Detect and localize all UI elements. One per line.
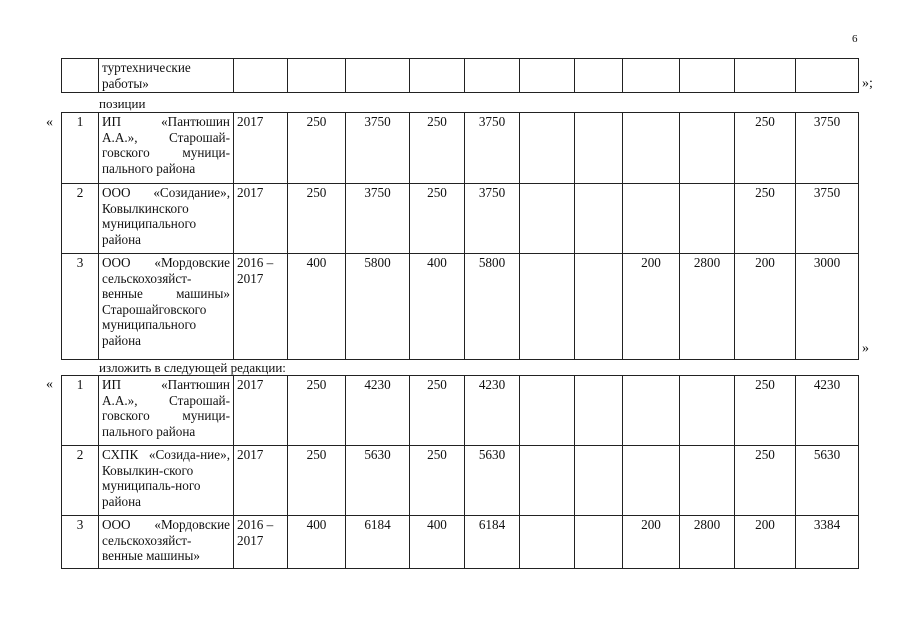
cell: 250 xyxy=(288,184,346,254)
cell xyxy=(520,376,575,446)
cell: 400 xyxy=(410,254,465,360)
cell: 250 xyxy=(288,446,346,516)
cell: 5630 xyxy=(346,446,410,516)
table-row xyxy=(62,254,859,360)
cell: 200 xyxy=(623,254,680,360)
cell xyxy=(575,254,623,360)
cell: 250 xyxy=(735,446,796,516)
years: 2017 xyxy=(234,446,288,516)
cell: 4230 xyxy=(346,376,410,446)
cell: 3384 xyxy=(796,516,859,569)
years: 2016 – 2017 xyxy=(234,516,288,569)
cell: 5630 xyxy=(796,446,859,516)
cell: 3750 xyxy=(346,113,410,184)
row-number: 3 xyxy=(62,254,99,360)
cell: 5630 xyxy=(465,446,520,516)
cell: 2800 xyxy=(680,254,735,360)
table-continuation xyxy=(61,58,859,93)
cell: 3750 xyxy=(796,184,859,254)
cell: 6184 xyxy=(346,516,410,569)
row-number: 3 xyxy=(62,516,99,569)
cell xyxy=(623,184,680,254)
years: 2017 xyxy=(234,184,288,254)
cell: 200 xyxy=(735,516,796,569)
table-row xyxy=(62,516,859,569)
row-number: 2 xyxy=(62,184,99,254)
years: 2017 xyxy=(234,113,288,184)
organization: ООО «Мордовские сельскохозяйст-венные машины» Старошайговского муниципального района xyxy=(99,254,234,360)
cell: 3750 xyxy=(346,184,410,254)
cell: 4230 xyxy=(465,376,520,446)
cell: 6184 xyxy=(465,516,520,569)
organization: ИП «Пантюшин А.А.», Старошай-говского муници-пального района xyxy=(99,113,234,184)
table-row xyxy=(62,59,859,93)
cell: 250 xyxy=(288,376,346,446)
row-number: 1 xyxy=(62,376,99,446)
cell: 400 xyxy=(410,516,465,569)
cell xyxy=(520,184,575,254)
table-row xyxy=(62,446,859,516)
table-row xyxy=(62,184,859,254)
cell: 250 xyxy=(410,113,465,184)
cell xyxy=(680,113,735,184)
cell: 250 xyxy=(735,184,796,254)
organization: СХПК «Созида-ние», Ковылкин-ского муниципаль-ного района xyxy=(99,446,234,516)
cell xyxy=(575,113,623,184)
organization: ИП «Пантюшин А.А.», Старошай-говского муници-пального района xyxy=(99,376,234,446)
years: 2017 xyxy=(234,376,288,446)
open-quote-new: « xyxy=(46,377,53,392)
cell: 400 xyxy=(288,516,346,569)
cell: 250 xyxy=(410,376,465,446)
cell: 250 xyxy=(410,184,465,254)
cell xyxy=(520,254,575,360)
close-quote-old: » xyxy=(862,341,869,356)
cell xyxy=(623,376,680,446)
cell: 250 xyxy=(735,113,796,184)
cell xyxy=(575,376,623,446)
cell: 3750 xyxy=(465,113,520,184)
cell: 4230 xyxy=(796,376,859,446)
page-number: 6 xyxy=(852,33,858,45)
row-number: 2 xyxy=(62,446,99,516)
cell: 5800 xyxy=(465,254,520,360)
cell xyxy=(680,184,735,254)
cell xyxy=(575,516,623,569)
cell xyxy=(520,516,575,569)
cell: 250 xyxy=(288,113,346,184)
cell xyxy=(520,113,575,184)
cell: 3750 xyxy=(796,113,859,184)
cell: 250 xyxy=(735,376,796,446)
cell xyxy=(575,184,623,254)
continuation-text: туртехнические работы» xyxy=(99,59,234,93)
cell xyxy=(575,446,623,516)
cell: 200 xyxy=(623,516,680,569)
cell: 3750 xyxy=(465,184,520,254)
cell xyxy=(623,446,680,516)
cell xyxy=(680,446,735,516)
cell: 5800 xyxy=(346,254,410,360)
cell: 200 xyxy=(735,254,796,360)
table-row xyxy=(62,113,859,184)
cell xyxy=(680,376,735,446)
cell xyxy=(623,113,680,184)
years: 2016 – 2017 xyxy=(234,254,288,360)
table-row xyxy=(62,376,859,446)
closing-quote-semicolon: »; xyxy=(862,76,873,91)
cell: 2800 xyxy=(680,516,735,569)
cell: 250 xyxy=(410,446,465,516)
cell: 3000 xyxy=(796,254,859,360)
row-number: 1 xyxy=(62,113,99,184)
organization: ООО «Мордовские сельскохозяйст-венные машины» xyxy=(99,516,234,569)
open-quote-old: « xyxy=(46,115,53,130)
table-old-positions xyxy=(61,112,859,360)
cell xyxy=(520,446,575,516)
organization: ООО «Созидание», Ковылкинского муниципального района xyxy=(99,184,234,254)
cell: 400 xyxy=(288,254,346,360)
label-positions: позиции xyxy=(99,96,146,111)
table-new-positions xyxy=(61,375,859,569)
label-new-edition: изложить в следующей редакции: xyxy=(99,360,286,375)
